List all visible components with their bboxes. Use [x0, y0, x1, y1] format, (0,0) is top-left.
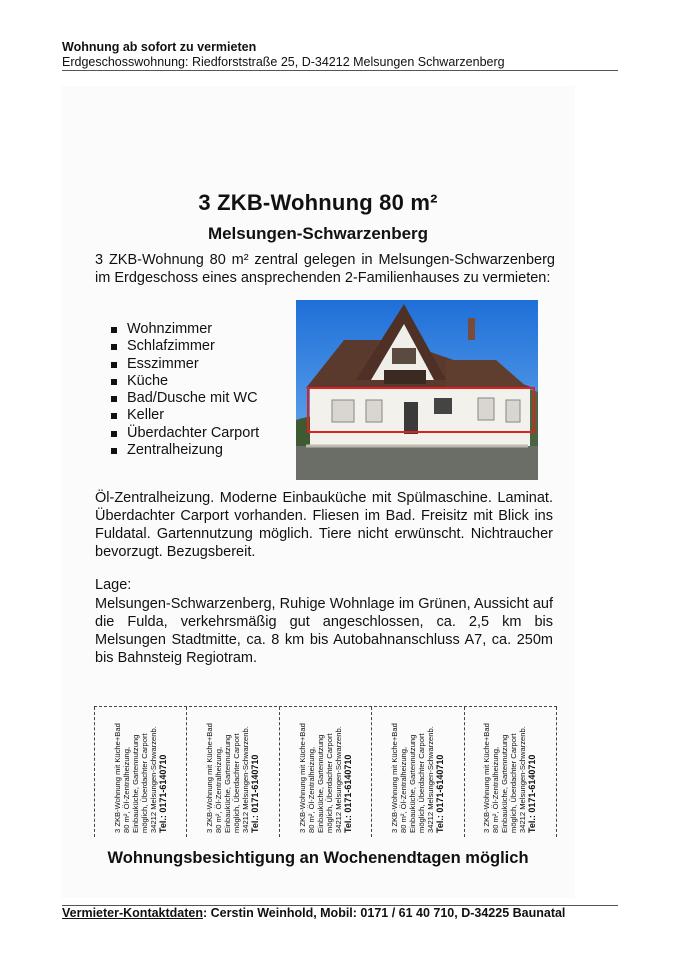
window	[506, 400, 520, 422]
tab-line: Einbauküche, Gartennutzung	[315, 734, 325, 833]
tab-line: 34212 Melsungen-Schwarzenb.	[333, 726, 343, 833]
tab-text	[390, 711, 446, 833]
header-address: Erdgeschosswohnung: Riedforststraße 25, D-34212 Melsungen Schwarzenberg	[62, 55, 505, 69]
balcony	[384, 370, 426, 384]
tab-line: 34212 Melsungen-Schwarzenb.	[241, 726, 251, 833]
tab-text	[113, 711, 169, 833]
tab-line: 80 m², Öl-Zentralheizung,	[121, 746, 131, 833]
tab-line: möglich, Überdachter Carport	[416, 733, 426, 833]
tab-line: Einbauküche, Gartennutzung	[223, 734, 233, 833]
feature-item: Überdachter Carport	[109, 425, 259, 442]
tab-line: 3 ZKB-Wohnung mit Küche+Bad	[482, 723, 492, 833]
feature-item: Zentralheizung	[109, 442, 259, 459]
feature-list	[109, 321, 259, 459]
feature-item: Küche	[109, 373, 259, 390]
feature-item: Bad/Dusche mit WC	[109, 390, 259, 407]
location-text: Melsungen-Schwarzenberg, Ruhige Wohnlage im Grünen, Aussicht auf die Fulda, verkehrsmäßig gut angeschlossen, ca. 2,5 km bis Melsungen Stadtmitte, ca. 8 km bis Autobahnanschluss A7, ca. 250m bis Bahnsteig Regiotram.	[95, 596, 553, 666]
chimney	[468, 318, 475, 340]
tab-line: 3 ZKB-Wohnung mit Küche+Bad	[112, 723, 122, 833]
tab-line: Einbauküche, Gartennutzung	[407, 734, 417, 833]
tear-off-tab[interactable]	[464, 707, 557, 837]
window	[434, 398, 452, 414]
ground	[296, 446, 538, 480]
feature-item: Keller	[109, 407, 259, 424]
footer-label: Vermieter-Kontaktdaten	[62, 906, 204, 920]
tear-off-tab[interactable]	[186, 707, 278, 837]
tear-off-tab[interactable]	[94, 707, 186, 837]
tab-line: 80 m², Öl-Zentralheizung,	[306, 746, 316, 833]
tab-line: 3 ZKB-Wohnung mit Küche+Bad	[389, 723, 399, 833]
tear-off-tabs	[94, 706, 557, 837]
tab-line: 80 m², Öl-Zentralheizung,	[214, 746, 224, 833]
feature-item: Schlafzimmer	[109, 338, 259, 355]
tab-line: möglich, Überdachter Carport	[509, 733, 519, 833]
front-door	[404, 402, 418, 434]
tab-line: 3 ZKB-Wohnung mit Küche+Bad	[297, 723, 307, 833]
location-heading: Lage:	[95, 577, 132, 593]
window	[478, 398, 494, 420]
footer-contact	[62, 906, 565, 920]
tab-line: möglich, Überdachter Carport	[324, 733, 334, 833]
feature-item: Esszimmer	[109, 356, 259, 373]
header-divider	[62, 70, 618, 71]
feature-item: Wohnzimmer	[109, 321, 259, 338]
footer-text: : Cerstin Weinhold, Mobil: 0171 / 61 40 710, D-34225 Baunatal	[203, 906, 566, 920]
tab-phone: Tel.: 0171-6140710	[434, 754, 445, 833]
upper-window	[392, 348, 416, 364]
tab-line: 34212 Melsungen-Schwarzenb.	[425, 726, 435, 833]
tab-phone: Tel.: 0171-6140710	[250, 754, 261, 833]
tab-line: 80 m², Öl-Zentralheizung,	[491, 746, 501, 833]
tab-text	[482, 711, 538, 833]
viewing-note: Wohnungsbesichtigung an Wochenendtagen möglich	[107, 849, 529, 867]
tab-line: Einbauküche, Gartennutzung	[130, 734, 140, 833]
flyer	[61, 86, 575, 898]
flyer-heading: 3 ZKB-Wohnung 80 m²	[198, 190, 438, 215]
tear-off-tab[interactable]	[371, 707, 463, 837]
tab-phone: Tel.: 0171-6140710	[527, 754, 538, 833]
flyer-subheading: Melsungen-Schwarzenberg	[207, 224, 429, 243]
header-title: Wohnung ab sofort zu vermieten	[62, 40, 257, 54]
tab-phone: Tel.: 0171-6140710	[157, 754, 168, 833]
window	[332, 400, 354, 422]
tab-line: 34212 Melsungen-Schwarzenb.	[518, 726, 528, 833]
tab-line: 80 m², Öl-Zentralheizung,	[398, 746, 408, 833]
tab-line: Einbauküche, Gartennutzung	[500, 734, 510, 833]
tear-off-tab[interactable]	[279, 707, 371, 837]
intro-text: 3 ZKB-Wohnung 80 m² zentral gelegen in Melsungen-Schwarzenberg im Erdgeschoss eines ansprechenden 2-Familienhauses zu vermieten:	[95, 252, 555, 286]
tab-line: 34212 Melsungen-Schwarzenb.	[148, 726, 158, 833]
tab-text	[298, 711, 354, 833]
description-text: Öl-Zentralheizung. Moderne Einbauküche mit Spülmaschine. Laminat. Überdachter Carport vorhanden. Fliesen im Bad. Freisitz mit Blick ins Fuldatal. Gartennutzung möglich. Tiere nicht erwünscht. Nichtraucher bevorzugt. Bezugsbereit.	[95, 490, 553, 560]
tab-phone: Tel.: 0171-6140710	[342, 754, 353, 833]
house-photo	[296, 300, 538, 480]
tab-line: 3 ZKB-Wohnung mit Küche+Bad	[205, 723, 215, 833]
window	[366, 400, 382, 422]
tab-line: möglich, Überdachter Carport	[139, 733, 149, 833]
tab-line: möglich, Überdachter Carport	[232, 733, 242, 833]
tab-text	[205, 711, 261, 833]
